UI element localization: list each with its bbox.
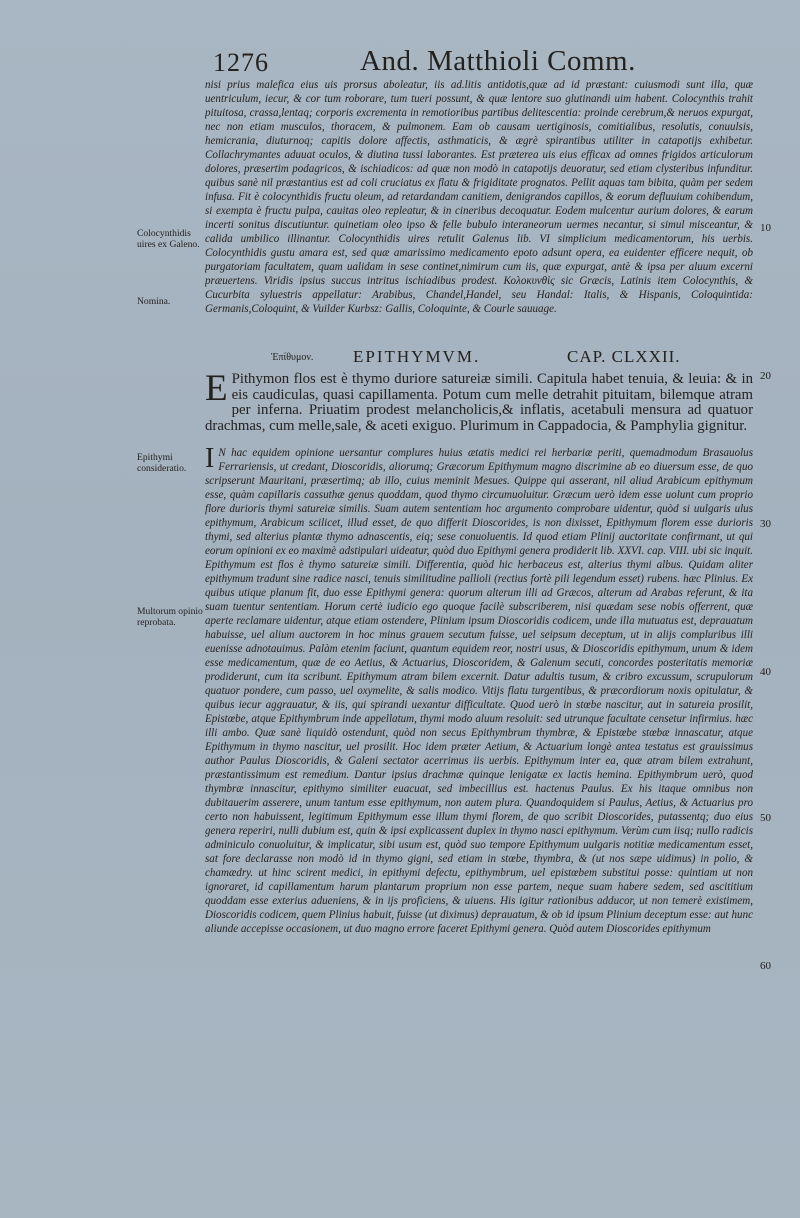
margin-note-colocynthidis: Colocynthidis uires ex Galeno. — [137, 228, 200, 250]
commentary-main — [205, 446, 753, 1012]
margin-note-nomina: Nomina. — [137, 296, 171, 307]
chapter-number: CAP. CLXXII. — [567, 347, 681, 366]
chapter-title: EPITHYMVM. — [353, 347, 481, 366]
running-title: And. Matthioli Comm. — [360, 45, 636, 77]
chapter-greek-title: Ἐπίθυμον. — [271, 352, 314, 363]
line-number: 30 — [760, 518, 771, 530]
line-number: 40 — [760, 666, 771, 678]
commentary-main-text: N hac equidem opinione uersantur complures huius ætatis medici rei herbariæ periti, quemadmodum Brasauolus Ferrariensis, ut credant, Dioscoridis, aliorumq; Græcorum Epithymum magno discrimine ab eo diuersum esse, de quo scripserunt Mauritani, præsertimq; ab illo, cuius meminit Mesues. Quippe qui asserant, nil aliud Arabicum epithymum esse, quàm capillaris cassuthæ genus quoddam, quod thymo circumuoluitur. Græcum uerò idem esse uolunt cum proprio flore durioris thymi satureiæ similis. Suam autem sententiam hoc argumento comprobare uidentur, quòd si uulgaris ulus epithymum, Arabicum scilicet, illud esset, de quo differit Dioscorides, is non dixisset, Epithymum florem esse durioris thymi, sed alterius plantæ thymo adnascentis, eiq; sese conuoluentis. Id quod etiam Plinij auctoritate confirmant, ut qui eorum opinioni ex eo maximè adstipulari uideatur, quòd duo Epithymi genera prodiderit lib. XXVI. cap. VIII. ubi sic inquit. Epithymum est flos è thymo satureiæ simili. Differentia, quòd hic herbaceus est, alterius thymi albus. Quidam aliter epithymum tradunt sine radice nasci, tenuis similitudine pallioli (rectius fortè pili legendum esset) rubens. hæc Plinius. Ex quibus utique planum fit, duo esse Epithymi genera: quorum alterum illi ad Græcos, alterum ad Arabas referunt, & ita suam tuentur sententiam. Horum certè iudicio ego quoque facilè subscriberem, nisi quædam sese nobis offerrent, quæ aperte reclamare uidentur, atque etiam ostendere, Plinium ipsum Dioscoridis codicem, unde illa mutuatus est, deprauatum habuisse, uel alium auctorem in hoc minus grauem secutum fuisse, uel seipsum deceptum, ut in alijs compluribus illi euenisse adnotauimus. Palàm etenim faciunt, quantum equidem reor, nostri usus, & Dioscoridis epithymum, unum & idem esse medicamentum, quæ de eo Aetius, & Actuarius, Dioscoridem, & Galenum secuti, concordes posteritatis memoriæ prodiderunt, cum ita scribunt. Epithymum atram bilem excernit. Datur adultis tusum, & cribro excussum, scrupulorum quatuor pondere, cum passo, uel oxymelite, & salis modico. Vitijs flatu turgentibus, & præcordiorum noxis opitulatur, & quibus iecur aggrauatur, & iis, qui spirandi uexantur difficultate. Quod uerò in stœbe nascitur, aut in satureia prosilit, Epistœbe, atque Epithymbrum inde appellatum, thymi modo aluum resoluit: sed utrunque facultate censetur infirmius. hæc illi ambo. Quæ sanè liquidò ostendunt, quòd non secus Epithymbrum thymbræ, & Epistœbe stœbæ innascatur, atque Epithymum in thymo nascitur, uel prosilit. Hoc idem præter Aetium, & Actuarium longè antea testatus est grauissimus author Paulus Dioscoridis, & Galeni sectator acerrimus iis uerbis. Epithymum inter ea, quæ atram bilem extrahunt, præstantissimum est remedium. Dantur ipsius drachmæ quinque lenigatæ ex lactis hemina. Epithymbrum uerò, quod thymbræ innascitur, epithymo similiter euacuat, sed imbecillius est. hactenus Paulus. Ex his itaque omnibus non dubitauerim asserere, unum tantum esse epithymum, non autem plura. Quandoquidem si Paulus, Aetius, & Actuarius pro certo non habuissent, legitimum Epithymum esse illum thymi florem, de quo scribit Dioscorides, putassentq; duo eius genera reperiri, nulli dubium est, quin & ipsi explicassent duplex in thymo nasci epithymum. Verùm cum iisq; nullo radicis adminiculo conuoluitur, & implicatur, sibi usum est, quòd suo tempore Epithymum uulgaris notitiæ medicamentum esset, sat fore declarasse non modò id in thymo gigni, sed etiam in stœbe, thymbra, & (ut nos sæpe uidimus) in polio, & chamædry. ut hinc scirent medici, in epithymi defectu, epithymbrum, uel epistœbem substitui posse: quintiam ut non ignoraret, id capillamentum harum plantarum proprium non esse partem, neque suam habere sedem, sed ascititium quoddam esse exterius adueniens, & in ijs proficiens, & uiuens. His igitur rationibus adducor, ut non temerè existimem, Dioscoridis codicem, quem Plinius habuit, fuisse (ut diximus) deprauatum, & ob id ipsum Plinium deceptum esse: aut hunc aliunde accepisse occasionem, ut duo magno errore faceret Epithymi genera. Quòd autem Dioscorides epithymum — [205, 447, 753, 935]
dioscorides-text-block — [205, 368, 753, 434]
page-number: 1276 — [213, 48, 269, 77]
dioscorides-text: Pithymon flos est è thymo duriore satureiæ simili. Capitula habet tenuia, & leuia: & in eis caudiculas, quasi capillamenta. Potum cum melle detrahit pituitam, bilemque atram per inferna. Priuatim prodest melancholicis,& inflatis, acetabuli mensura ad quatuor drachmas, cum melle,sale, & aceti exiguo. Plurimum in Cappadocia, & Pamphylia gignitur. — [205, 371, 753, 434]
line-number: 60 — [760, 960, 771, 972]
margin-note-multorum: Multorum opinio reprobata. — [137, 606, 203, 628]
page-header — [0, 42, 800, 82]
line-number: 10 — [760, 222, 771, 234]
line-number: 50 — [760, 812, 771, 824]
dioscorides-dropcap: E — [205, 368, 228, 409]
commentary-dropcap: I — [205, 446, 215, 474]
commentary-top-text: nisi prius malefica eius uis prorsus aboleatur, iis ad.litis antidotis,quæ ad id præstant: cuiusmodi sunt illa, quæ uentriculum, iecur, & cor tum roborare, tum tueri possunt, & quæ lentore suo glutinandi uim habent. Colocynthis trahit pituitosa, crassa,lentaq; corporis excrementa in remotioribus partibus delitescentia: proinde cerebrum,& neruos expurgat, nec non etiam musculos, thoracem, & pulmonem. Eam ob causam uertiginosis, comitialibus, resolutis, conuulsis, hemicrania, diuturnoq; capitis dolore affectis, asthmaticis, & ægrè spirantibus utiliter in catapotijs exhibetur. Collachrymantes aduuat oculos, & diutina tussi laborantes. Est præterea uis eius efficax ad omnes frigidos articulorum dolores, præsertim podagricos, & ischiadicos: ad quæ non modò in catapotijs deuoratur, sed etiam clysteribus infunditur. quibus sanè nil præstantius est ad coli cruciatus ex flatu & frigiditate prognatos. Pellit aquas tam bibita, quàm per sedem infusa. Fit è colocynthidis fructu oleum, ad retardandam canitiem, denigrandos capillos, & eorum defluuium cohibendum, si exempta è fructu pulpa, cauitas oleo repleatur, & in cineribus decoquatur. Eodem mulcentur aurium dolores, & earum incerti sonitus discutiuntur. quinetiam oleo ipso & felle bubulo interaneorum uermes necantur, si simul misceantur, & calida umbilico illinantur. Colocynthidis uires retulit Galenus lib. VI simplicium medicamentorum, his uerbis. Colocynthidis gustu amara est, sed quæ amarissimo medicamento epoto adsunt opera, ea euidenter efficere nequit, ob purgatoriam facultatem, quam ualidam in sese continet,nimirum cum iis, quæ expurgat, antè & ipsa per aluum excerni præuertens. Viridis ipsius succus intritus ischiadibus prodest. Κολοκυνθὶς sic Græcis, Latinis item Colocynthis, & Cucurbita syluestris appellatur: Arabibus, Chandel,Handel, seu Handal: Italis, & Hispanis, Coloquintida: Germanis,Coloquint, & Vuilder Kurbsz: Gallis, Coloquinte, & Courle sauuage. — [205, 79, 753, 315]
commentary-top — [205, 78, 753, 330]
line-number: 20 — [760, 370, 771, 382]
margin-note-epithymi: Epithymi consideratio. — [137, 452, 187, 474]
chapter-heading — [205, 347, 753, 369]
